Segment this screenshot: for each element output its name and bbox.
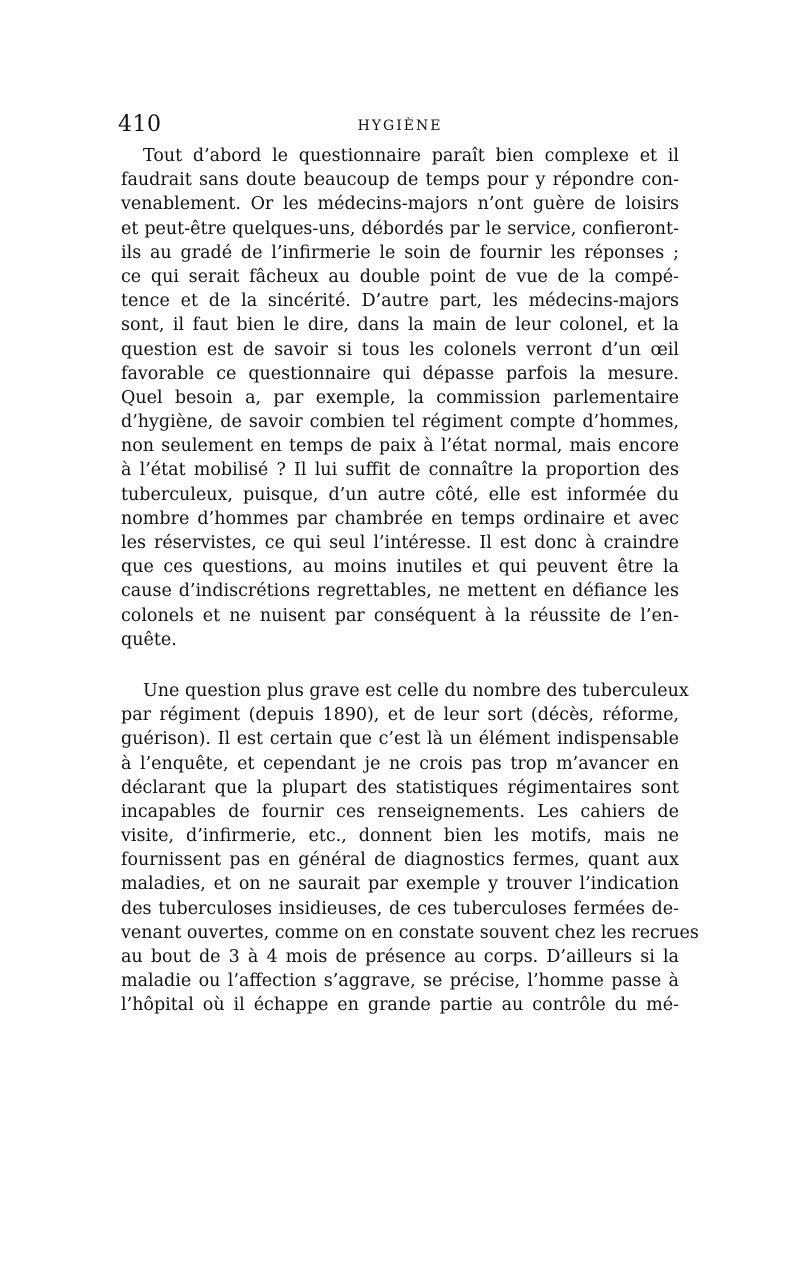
text-line: des tuberculoses insidieuses, de ces tuberculoses fermées de- [121, 898, 679, 919]
text-line: maladie ou l’affection s’aggrave, se précise, l’homme passe à [121, 971, 679, 992]
paragraph-1 [121, 144, 679, 652]
text-line: Tout d’abord le questionnaire paraît bien complexe et il [143, 146, 679, 166]
paragraph-2 [121, 679, 699, 1018]
text-line: colonels et ne nuisent par conséquent à la réussite de l’en- [121, 605, 679, 626]
text-line: quête. [121, 629, 177, 650]
text-line: Quel besoin a, par exemple, la commission parlementaire [121, 387, 679, 408]
text-line: favorable ce questionnaire qui dépasse parfois la mesure. [121, 363, 679, 384]
page-number: 410 [118, 112, 162, 137]
text-line: ce qui serait fâcheux au double point de vue de la compé- [121, 266, 679, 287]
text-line: tuberculeux, puisque, d’un autre côté, elle est informée du [121, 484, 679, 505]
body-text [121, 144, 699, 1018]
text-line: l’hôpital où il échappe en grande partie au contrôle du mé- [121, 995, 679, 1016]
text-line: visite, d’infirmerie, etc., donnent bien les motifs, mais ne [121, 826, 679, 847]
text-line: guérison). Il est certain que c’est là un élément indispensable [121, 729, 679, 750]
text-line: non seulement en temps de paix à l’état normal, mais encore [121, 436, 679, 457]
text-line: par régiment (depuis 1890), et de leur sort (décès, réforme, [121, 705, 679, 726]
text-line: venant ouvertes, comme on en constate souvent chez les recrues [121, 922, 699, 943]
text-line: ils au gradé de l’infirmerie le soin de fournir les réponses ; [121, 242, 679, 263]
text-line: déclarant que la plupart des statistiques régimentaires sont [121, 777, 679, 798]
text-line: d’hygiène, de savoir combien tel régiment compte d’hommes, [121, 412, 679, 433]
text-line: à l’enquête, et cependant je ne crois pas trop m’avancer en [121, 753, 679, 774]
text-line: question est de savoir si tous les colonels verront d’un œil [121, 339, 679, 360]
text-line: venablement. Or les médecins-majors n’ont guère de loisirs [121, 194, 679, 215]
running-title: HYGIÈNE [357, 118, 443, 134]
text-line: les réservistes, ce qui seul l’intéresse. Il est donc à craindre [121, 533, 679, 553]
text-line: tence et de la sincérité. D’autre part, les médecins-majors [121, 291, 679, 312]
text-line: cause d’indiscrétions regrettables, ne mettent en défiance les [121, 581, 679, 602]
text-line: fournissent pas en général de diagnostics fermes, quant aux [121, 850, 679, 871]
text-line: au bout de 3 à 4 mois de présence au corps. D’ailleurs si la [121, 947, 679, 967]
text-line: nombre d’hommes par chambrée en temps ordinaire et avec [121, 508, 679, 529]
text-line: sont, il faut bien le dire, dans la main de leur colonel, et la [121, 315, 679, 336]
text-line: incapables de fournir ces renseignements. Les cahiers de [121, 801, 679, 822]
text-line: Une question plus grave est celle du nombre des tuberculeux [143, 680, 689, 701]
text-line: et peut-être quelques-uns, débordés par le service, confieront- [121, 218, 679, 239]
text-line: à l’état mobilisé ? Il lui suffit de connaître la proportion des [121, 460, 679, 481]
text-line: que ces questions, au moins inutiles et qui peuvent être la [121, 557, 679, 578]
text-line: maladies, et on ne saurait par exemple y trouver l’indication [121, 874, 679, 895]
text-line: faudrait sans doute beaucoup de temps pour y répondre con- [121, 170, 679, 191]
